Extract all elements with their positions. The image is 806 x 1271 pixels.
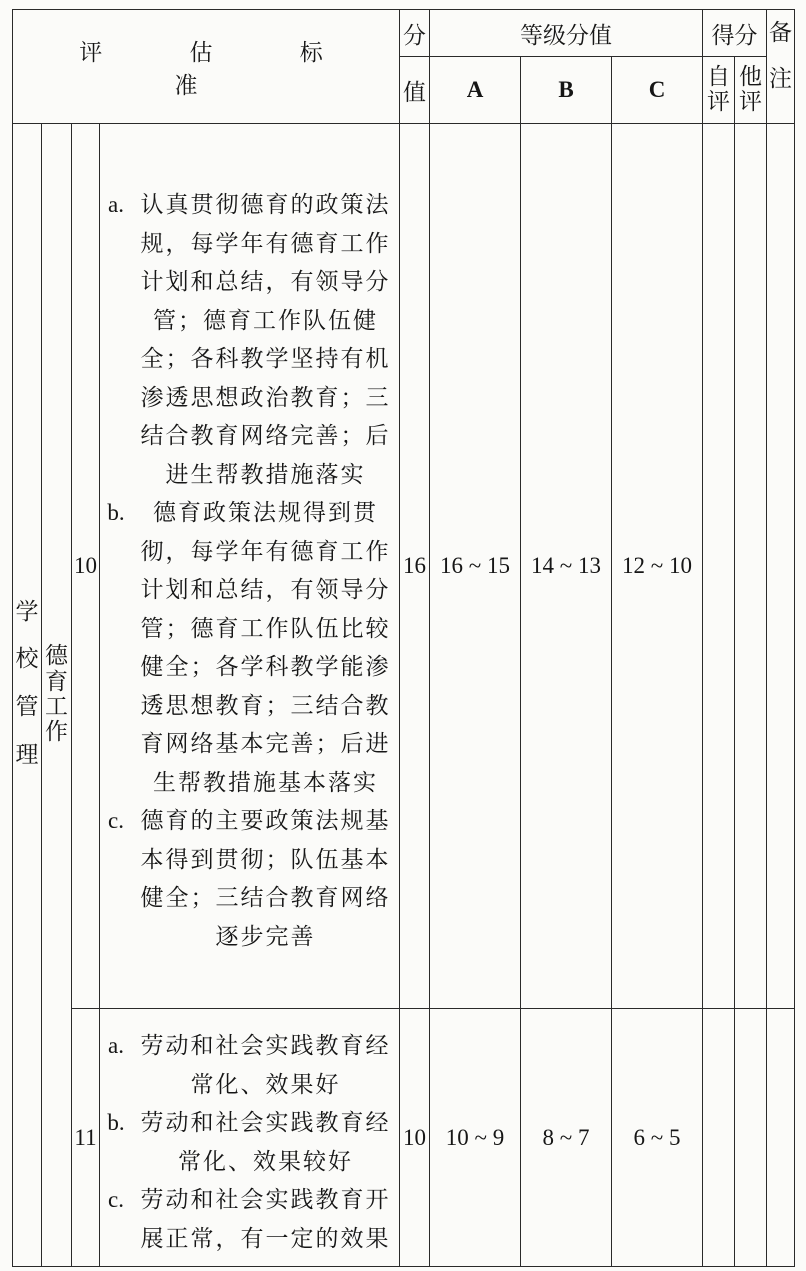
self-eval-header xyxy=(703,57,735,124)
self-eval-cell xyxy=(703,1009,735,1267)
grade-b-range: 14 ~ 13 xyxy=(521,124,612,1009)
criteria-item-text: 认真贯彻德育的政策法规，每学年有德育工作计划和总结，有领导分管；德育工作队伍健全；各科教学坚持有机渗透思想政治教育；三结合教育网络完善；后进生帮教措施落实 xyxy=(140,192,391,488)
criteria-item-label: c. xyxy=(108,808,124,833)
criteria-item xyxy=(100,494,399,802)
criteria-cell xyxy=(100,124,400,1009)
header-row-1 xyxy=(13,10,795,57)
subcategory-cell xyxy=(42,124,72,1267)
grade-c-range: 6 ~ 5 xyxy=(612,1009,703,1267)
grade-values-header: 等级分值 xyxy=(430,10,703,57)
grade-b-range: 8 ~ 7 xyxy=(521,1009,612,1267)
criteria-item xyxy=(100,1181,399,1258)
remarks-header xyxy=(767,10,795,124)
grade-a-range: 16 ~ 15 xyxy=(430,124,521,1009)
item-number: 11 xyxy=(72,1009,100,1267)
score-header: 得分 xyxy=(703,10,767,57)
points-value: 10 xyxy=(400,1009,430,1267)
category-cell xyxy=(13,124,42,1267)
table-row xyxy=(13,1009,795,1267)
item-number: 10 xyxy=(72,124,100,1009)
grade-b-header: B xyxy=(521,57,612,124)
criteria-item-text: 德育的主要政策法规基本得到贯彻；队伍基本健全；三结合教育网络逐步完善 xyxy=(140,808,391,950)
grade-c-range: 12 ~ 10 xyxy=(612,124,703,1009)
grade-c-header: C xyxy=(612,57,703,124)
criteria-item xyxy=(100,186,399,494)
criteria-header xyxy=(13,10,400,124)
peer-eval-cell xyxy=(735,1009,767,1267)
remarks-cell xyxy=(767,124,795,1009)
criteria-item xyxy=(100,1027,399,1104)
criteria-cell xyxy=(100,1009,400,1267)
criteria-item xyxy=(100,1104,399,1181)
criteria-item-text: 劳动和社会实践教育经常化、效果较好 xyxy=(140,1110,391,1175)
criteria-item-label: b. xyxy=(107,1110,125,1135)
criteria-item-text: 劳动和社会实践教育开展正常，有一定的效果 xyxy=(140,1187,391,1252)
points-header-bottom: 值 xyxy=(400,57,430,124)
points-value: 16 xyxy=(400,124,430,1009)
peer-eval-header xyxy=(735,57,767,124)
criteria-item-text: 劳动和社会实践教育经常化、效果好 xyxy=(140,1033,391,1098)
evaluation-table xyxy=(12,9,795,1267)
criteria-item-text: 德育政策法规得到贯彻，每学年有德育工作计划和总结，有领导分管；德育工作队伍比较健全；各学科教学能渗透思想教育；三结合教育网络基本完善；后进生帮教措施基本落实 xyxy=(140,500,391,796)
remarks-header-label: 备 注 xyxy=(769,19,792,92)
subcategory-label: 德 育 工 作 xyxy=(45,643,68,746)
category-label: 学 校 管 理 xyxy=(15,598,39,768)
self-eval-cell xyxy=(703,124,735,1009)
table-body xyxy=(13,124,795,1267)
criteria-item-label: a. xyxy=(108,192,124,217)
remarks-cell xyxy=(767,1009,795,1267)
self-eval-label: 自 评 xyxy=(707,63,730,115)
table-row xyxy=(13,124,795,1009)
peer-eval-label: 他 评 xyxy=(739,63,762,115)
peer-eval-cell xyxy=(735,124,767,1009)
grade-a-header: A xyxy=(430,57,521,124)
criteria-item-label: a. xyxy=(108,1033,124,1058)
criteria-item-label: c. xyxy=(108,1187,124,1212)
criteria-item-label: b. xyxy=(107,500,125,525)
criteria-item xyxy=(100,802,399,956)
points-header-top: 分 xyxy=(400,10,430,57)
grade-a-range: 10 ~ 9 xyxy=(430,1009,521,1267)
criteria-header-label: 评 估 标 准 xyxy=(79,39,363,99)
